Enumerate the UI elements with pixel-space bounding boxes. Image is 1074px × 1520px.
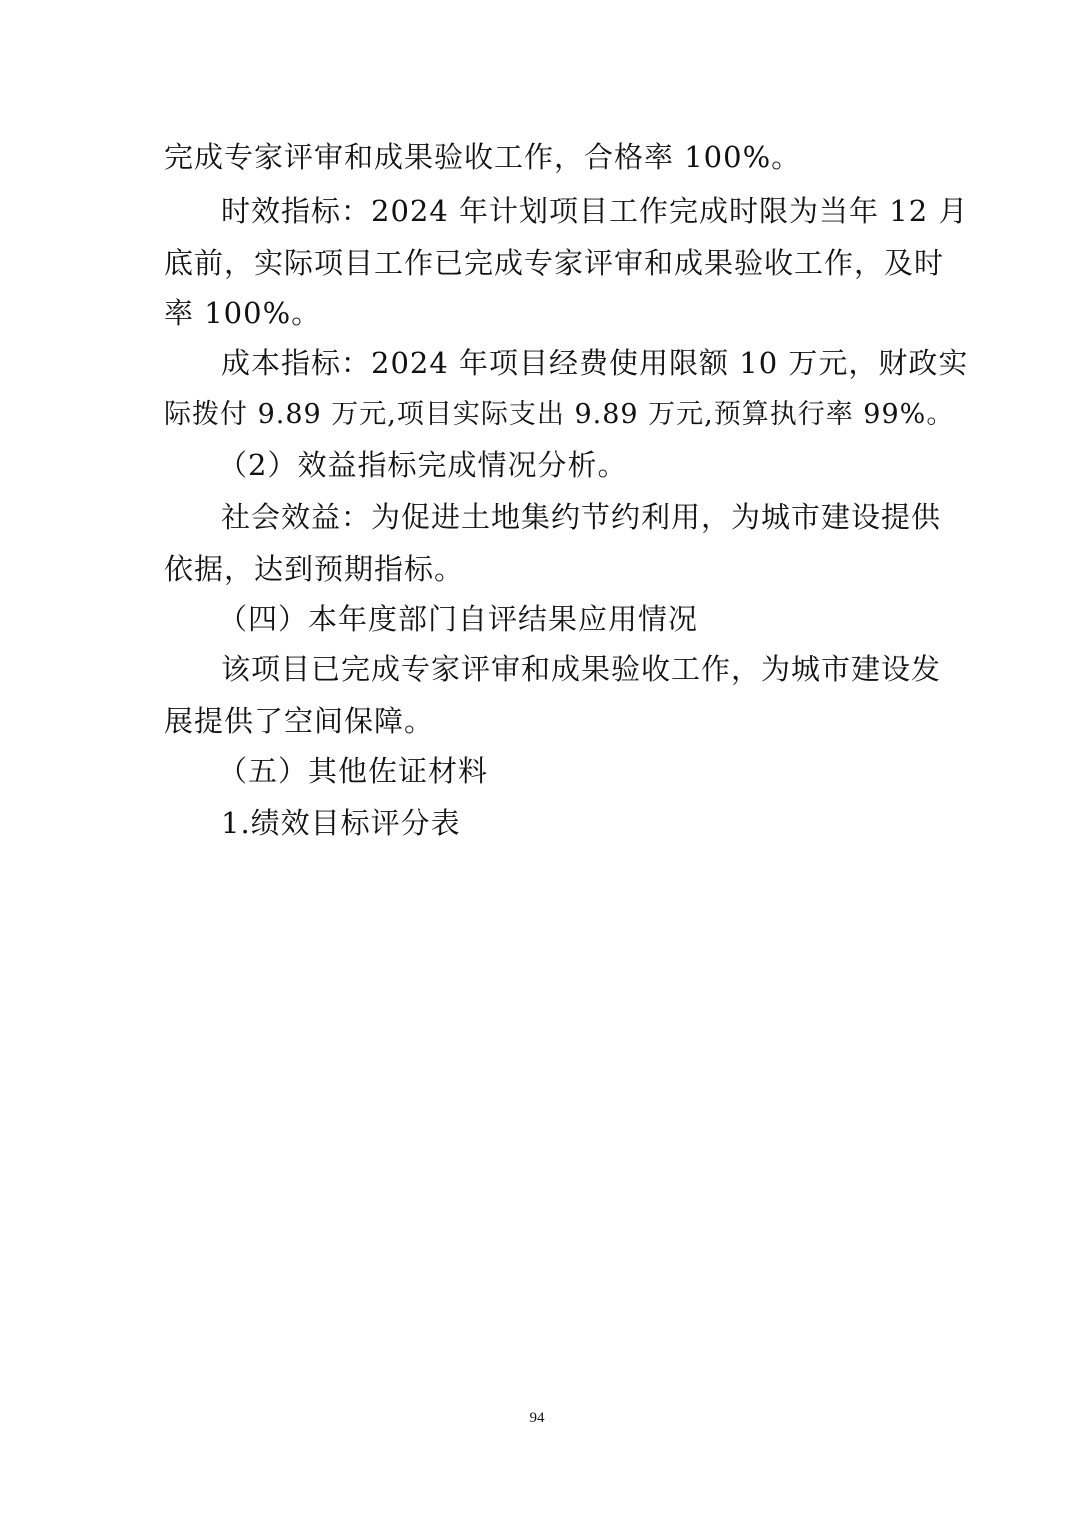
line-12: 展提供了空间保障。 — [164, 704, 435, 738]
social-benefit-line: 社会效益：为促进土地集约节约利用，为城市建设提供 — [221, 500, 942, 534]
text-line — [0, 644, 1074, 694]
text-line — [0, 390, 1074, 440]
page-number: 94 — [529, 1410, 545, 1426]
section-five-heading: （五）其他佐证材料 — [218, 754, 489, 788]
cost-indicator-line: 成本指标：2024 年项目经费使用限额 10 万元，财政实 — [221, 346, 969, 380]
text-line — [0, 186, 1074, 236]
text-line — [0, 238, 1074, 288]
timeliness-indicator-line: 时效指标：2024 年计划项目工作完成时限为当年 12 月 — [221, 194, 969, 228]
line-3: 底前，实际项目工作已完成专家评审和成果验收工作，及时 — [164, 246, 945, 280]
text-line — [0, 492, 1074, 542]
text-line — [0, 746, 1074, 796]
line-9: 依据，达到预期指标。 — [164, 552, 465, 586]
text-line — [0, 594, 1074, 644]
line-6: 际拨付 9.89 万元,项目实际支出 9.89 万元,预算执行率 99%。 — [164, 399, 955, 430]
text-line — [0, 440, 1074, 490]
list-item-1: 1.绩效目标评分表 — [221, 806, 461, 840]
benefit-analysis-heading: （2）效益指标完成情况分析。 — [218, 448, 628, 482]
text-line — [0, 696, 1074, 746]
text-line — [0, 798, 1074, 848]
text-line — [0, 544, 1074, 594]
line-4: 率 100%。 — [164, 296, 322, 330]
line-1: 完成专家评审和成果验收工作，合格率 100%。 — [164, 140, 802, 174]
text-line — [0, 338, 1074, 388]
text-line — [0, 132, 1074, 182]
line-11: 该项目已完成专家评审和成果验收工作，为城市建设发 — [221, 652, 942, 686]
section-four-heading: （四）本年度部门自评结果应用情况 — [218, 602, 699, 636]
text-line — [0, 288, 1074, 338]
